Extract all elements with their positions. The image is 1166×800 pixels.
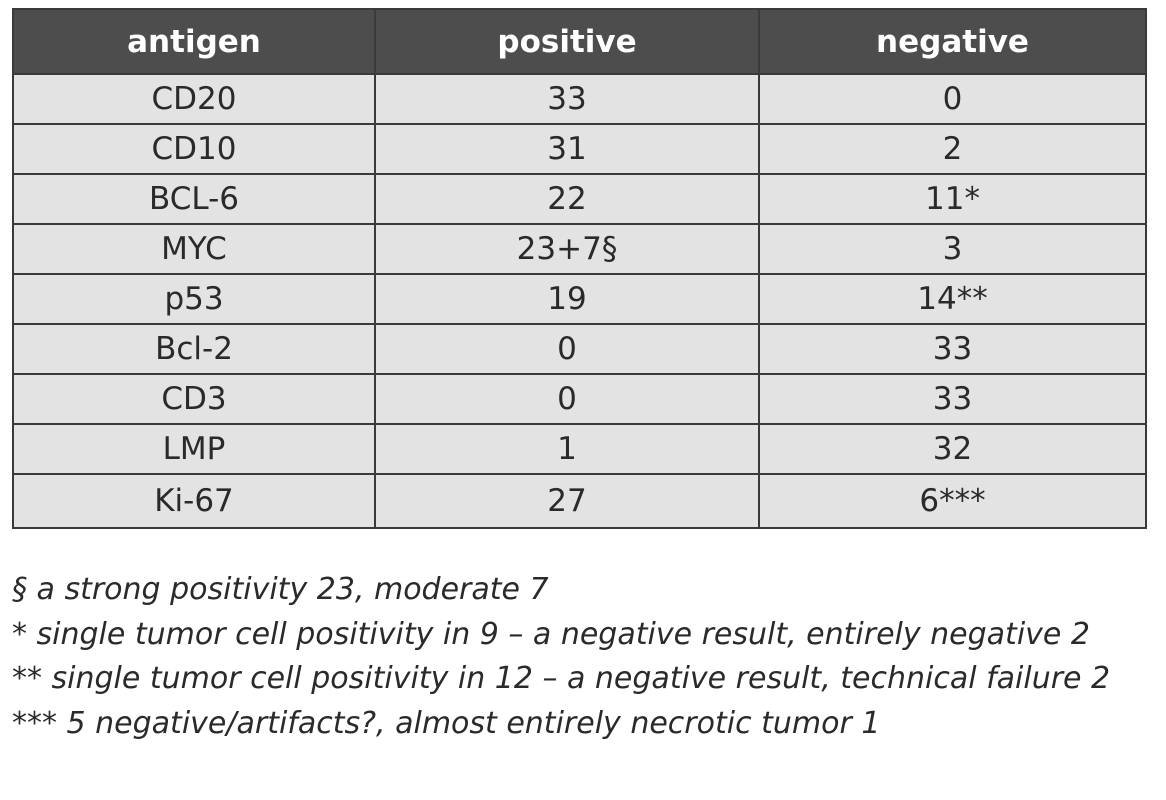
cell-positive: 31 — [375, 124, 759, 174]
table-row — [13, 474, 1146, 528]
header-positive: positive — [375, 9, 759, 74]
cell-negative: 11* — [759, 174, 1146, 224]
header-negative: negative — [759, 9, 1146, 74]
cell-positive: 1 — [375, 424, 759, 474]
cell-antigen: CD10 — [13, 124, 375, 174]
cell-negative: 0 — [759, 74, 1146, 124]
cell-negative: 33 — [759, 324, 1146, 374]
cell-antigen: CD20 — [13, 74, 375, 124]
cell-positive: 19 — [375, 274, 759, 324]
cell-negative: 14** — [759, 274, 1146, 324]
cell-negative: 2 — [759, 124, 1146, 174]
cell-positive: 22 — [375, 174, 759, 224]
footnote-section-sign: § a strong positivity 23, moderate 7 — [12, 572, 549, 607]
antigen-results-table — [12, 8, 1147, 529]
table-row — [13, 74, 1146, 124]
cell-antigen: MYC — [13, 224, 375, 274]
cell-positive: 0 — [375, 374, 759, 424]
cell-antigen: BCL-6 — [13, 174, 375, 224]
cell-negative: 3 — [759, 224, 1146, 274]
table-row — [13, 224, 1146, 274]
table-row — [13, 274, 1146, 324]
header-antigen: antigen — [13, 9, 375, 74]
footnote-triple-asterisk: *** 5 negative/artifacts?, almost entirely necrotic tumor 1 — [12, 705, 881, 741]
table-header-row — [13, 9, 1146, 74]
cell-positive: 33 — [375, 74, 759, 124]
cell-negative: 6*** — [759, 474, 1146, 528]
cell-positive: 27 — [375, 474, 759, 528]
footnote-single-asterisk: * single tumor cell positivity in 9 – a negative result, entirely negative 2 — [12, 616, 1090, 652]
footnote-double-asterisk: ** single tumor cell positivity in 12 – a negative result, technical failure 2 — [12, 661, 1111, 696]
cell-positive: 0 — [375, 324, 759, 374]
cell-negative: 32 — [759, 424, 1146, 474]
table-row — [13, 124, 1146, 174]
table-row — [13, 424, 1146, 474]
table-row — [13, 374, 1146, 424]
cell-positive: 23+7§ — [375, 224, 759, 274]
cell-antigen: CD3 — [13, 374, 375, 424]
cell-antigen: Ki-67 — [13, 474, 375, 528]
cell-negative: 33 — [759, 374, 1146, 424]
footnotes — [12, 568, 1152, 746]
cell-antigen: LMP — [13, 424, 375, 474]
table-row — [13, 324, 1146, 374]
cell-antigen: Bcl-2 — [13, 324, 375, 374]
cell-antigen: p53 — [13, 274, 375, 324]
table-row — [13, 174, 1146, 224]
